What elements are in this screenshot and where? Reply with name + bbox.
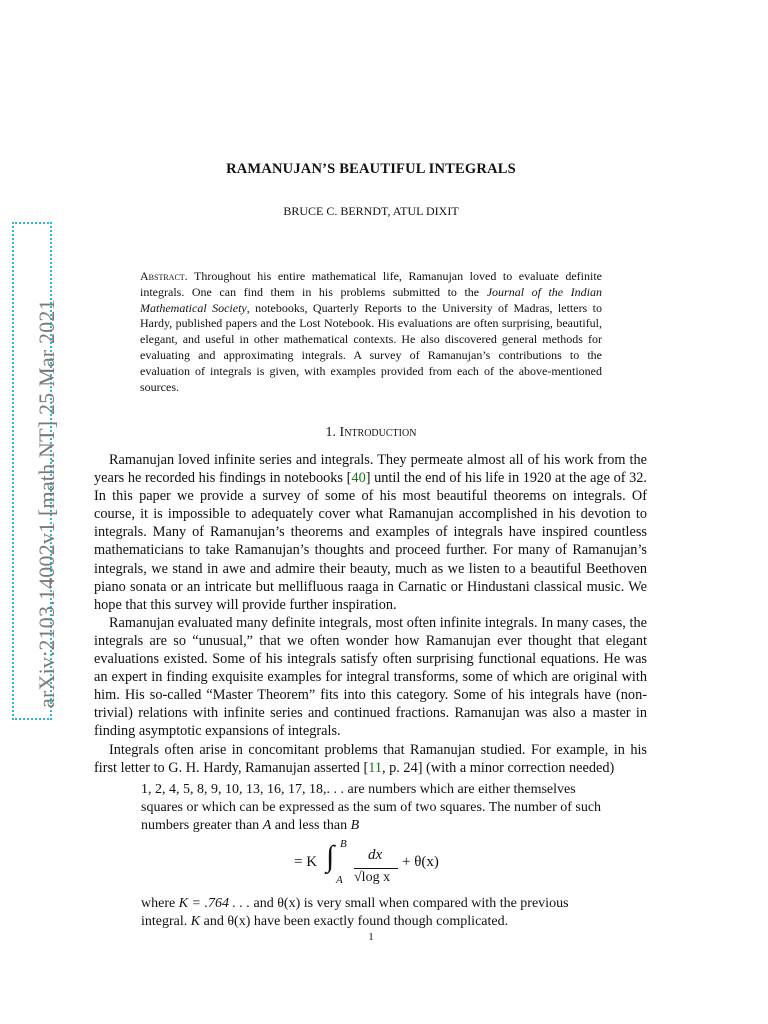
fraction-bar: [354, 868, 398, 869]
section-heading: [0, 425, 742, 441]
quote-text: where: [141, 896, 176, 911]
section-number: 1.: [325, 425, 337, 440]
citation-link[interactable]: 11: [368, 759, 382, 776]
paper-title: RAMANUJAN’S BEAUTIFUL INTEGRALS: [226, 161, 516, 177]
formula-plus-theta: + θ(x): [402, 854, 439, 870]
paragraph-text: Integrals often arise in concomitant problems that Ramanujan studied. For example, in his first letter to G. H. Hardy, Ramanujan asserted [: [94, 741, 647, 776]
quote-var-a: A: [262, 818, 272, 834]
integral-upper-limit: B: [340, 838, 347, 850]
formula-numerator: dx: [368, 847, 383, 863]
quote-k-value: K = .764 . . .: [178, 896, 250, 911]
paragraph-text: Ramanujan loved infinite series and integrals. They permeate almost all of his work from the years he recorded his findings in notebooks [: [94, 452, 647, 487]
integral-formula: [294, 838, 454, 892]
quote-text: 1, 2, 4, 5, 8, 9, 10, 13, 16, 17, 18,. . . are numbers which are either themselves squares or which can be expressed as the sum of two squares. The number of such numbers greater than: [141, 782, 602, 834]
arxiv-identifier[interactable]: arXiv:2103.14002v1 [math.NT] 25 Mar 2021: [34, 299, 59, 708]
paragraph: Ramanujan evaluated many definite integrals, most often infinite integrals. In many cases, the integrals are so “unusual,” that we often wonder how Ramanujan ever thought that elegant evaluations existed. Some of his integrals satisfy often surprising functional equations. He was an expert in finding exquisite examples for integral transforms, some of which are original with him. His so-called “Master Theorem” fits into this category. Some of his integrals have (non-trivial) relations with infinite series and continued fractions. Ramanujan was also a master in finding asymptotic expansions of integrals.: [94, 614, 647, 740]
abstract: [140, 269, 602, 395]
introduction-body: [94, 451, 647, 777]
citation-link[interactable]: 40: [351, 470, 366, 487]
paragraph: [94, 741, 647, 777]
quote-text: and θ(x) have been exactly found though complicated.: [203, 914, 509, 930]
section-title: Introduction: [339, 425, 417, 440]
integral-lower-limit: A: [336, 874, 343, 886]
abstract-label: Abstract.: [140, 269, 188, 283]
paragraph-text: ] until the end of his life in 1920 at the age of 32. In this paper we provide a survey of some of his most beautiful theorems on integrals. Of course, it is impossible to adequately cover what Ramanujan accomplished in his devotion to integrals. Many of Ramanujan’s theorems and examples of integrals have inspired countless mathematicians to take Ramanujan’s thoughts and proceed further. For many of Ramanujan’s integrals, we stand in awe and admire their beauty, much as we listen to a beautiful Beethoven piano sonata or an intricate but mellifluous raaga in Carnatic or Hindustani classical music. We hope that this survey will provide further inspiration.: [94, 470, 648, 613]
quote-text: and less than: [274, 818, 348, 834]
paragraph: [94, 451, 647, 614]
formula-eq-k: = K: [294, 854, 318, 870]
integral-sign: ∫: [326, 840, 335, 873]
abstract-text-2: , notebooks, Quarterly Reports to the University of Madras, letters to Hardy, published papers and the Lost Notebook. His evaluations are often surprising, beautiful, elegant, and useful in other mathematical contexts. He also discovered general methods for evaluating and approximating integrals. A survey of Ramanujan’s contributions to the evaluation of integrals is given, with examples provided from each of the above-mentioned sources.: [140, 300, 602, 394]
hardy-letter-quote-continued: [141, 895, 603, 931]
page-number: 1: [368, 931, 374, 943]
quote-k-var: K: [190, 914, 201, 930]
formula-denominator: √log x: [354, 870, 391, 885]
quote-text: and θ(x) is very small when compared with the previous integral.: [141, 896, 569, 930]
abstract-journal: Journal of the Indian Mathematical Society: [140, 284, 603, 315]
paragraph-text: , p. 24] (with a minor correction needed): [381, 759, 615, 776]
abstract-text-1: Throughout his entire mathematical life, Ramanujan loved to evaluate definite integrals. One can find them in his problems submitted to the: [140, 269, 602, 299]
hardy-letter-quote: [141, 781, 603, 836]
quote-var-b: B: [350, 818, 360, 834]
paper-authors: BRUCE C. BERNDT, ATUL DIXIT: [283, 204, 459, 218]
